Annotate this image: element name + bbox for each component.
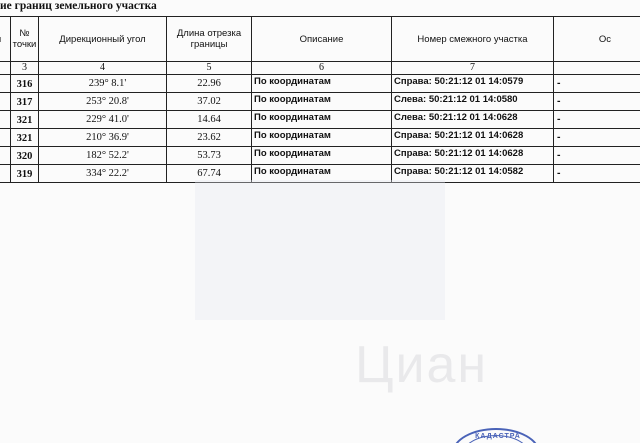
angle-cell: 334° 22.2' <box>39 165 167 183</box>
boundary-table <box>0 16 640 183</box>
note-cell: - <box>554 75 640 93</box>
scan-artifact <box>195 180 445 320</box>
angle-cell: 239° 8.1' <box>39 75 167 93</box>
col-number-length: 5 <box>167 62 252 75</box>
adjacent-cell: Справа: 50:21:12 01 14:0579 <box>392 75 554 93</box>
length-cell: 67.74 <box>167 165 252 183</box>
table-row <box>0 111 640 129</box>
length-cell: 14.64 <box>167 111 252 129</box>
description-cell: По координатам <box>252 93 392 111</box>
header-row <box>0 17 640 62</box>
adjacent-cell: Справа: 50:21:12 01 14:0628 <box>392 129 554 147</box>
stamp-seal <box>452 428 540 443</box>
length-cell: 37.02 <box>167 93 252 111</box>
length-cell: 53.73 <box>167 147 252 165</box>
col-header-angle: Дирекционный угол <box>39 17 167 62</box>
note-cell: - <box>554 129 640 147</box>
description-cell: По координатам <box>252 147 392 165</box>
angle-cell: 210° 36.9' <box>39 129 167 147</box>
column-number-row <box>0 62 640 75</box>
point-cell: 321 <box>11 111 39 129</box>
description-cell: По координатам <box>252 129 392 147</box>
row-stub-cell <box>0 165 11 183</box>
angle-cell: 253° 20.8' <box>39 93 167 111</box>
watermark-text: Циан <box>355 336 489 394</box>
point-cell: 320 <box>11 147 39 165</box>
note-cell: - <box>554 147 640 165</box>
note-cell: - <box>554 93 640 111</box>
page-heading: ие границ земельного участка <box>0 0 157 12</box>
adjacent-cell: Слева: 50:21:12 01 14:0580 <box>392 93 554 111</box>
length-cell: 23.62 <box>167 129 252 147</box>
col-header-adjacent: Номер смежного участка <box>392 17 554 62</box>
adjacent-cell: Слева: 50:21:12 01 14:0628 <box>392 111 554 129</box>
point-cell: 317 <box>11 93 39 111</box>
col-number-note <box>554 62 640 75</box>
col-header-length: Длина отрезка границы <box>167 17 252 62</box>
col-number-adjacent: 7 <box>392 62 554 75</box>
stamp-text: КАДАСТРА <box>475 433 521 440</box>
description-cell: По координатам <box>252 111 392 129</box>
col-number-1 <box>0 62 11 75</box>
row-stub-cell <box>0 111 11 129</box>
table-row <box>0 75 640 93</box>
note-cell: - <box>554 111 640 129</box>
col-header-description: Описание <box>252 17 392 62</box>
col-header-note: Ос <box>554 17 640 62</box>
description-cell: По координатам <box>252 165 392 183</box>
row-stub-cell <box>0 93 11 111</box>
adjacent-cell: Справа: 50:21:12 01 14:0582 <box>392 165 554 183</box>
row-stub-cell <box>0 129 11 147</box>
point-cell: 319 <box>11 165 39 183</box>
row-stub-cell <box>0 75 11 93</box>
table-row <box>0 93 640 111</box>
row-stub-cell <box>0 147 11 165</box>
length-cell: 22.96 <box>167 75 252 93</box>
col-number-description: 6 <box>252 62 392 75</box>
point-cell: 321 <box>11 129 39 147</box>
point-cell: 316 <box>11 75 39 93</box>
col-number-angle: 4 <box>39 62 167 75</box>
angle-cell: 182° 52.2' <box>39 147 167 165</box>
col-header-1 <box>0 17 11 62</box>
col-number-point: 3 <box>11 62 39 75</box>
angle-cell: 229° 41.0' <box>39 111 167 129</box>
adjacent-cell: Справа: 50:21:12 01 14:0628 <box>392 147 554 165</box>
col-header-point: № точки <box>11 17 39 62</box>
table-row <box>0 129 640 147</box>
table-row <box>0 147 640 165</box>
note-cell: - <box>554 165 640 183</box>
description-cell: По координатам <box>252 75 392 93</box>
